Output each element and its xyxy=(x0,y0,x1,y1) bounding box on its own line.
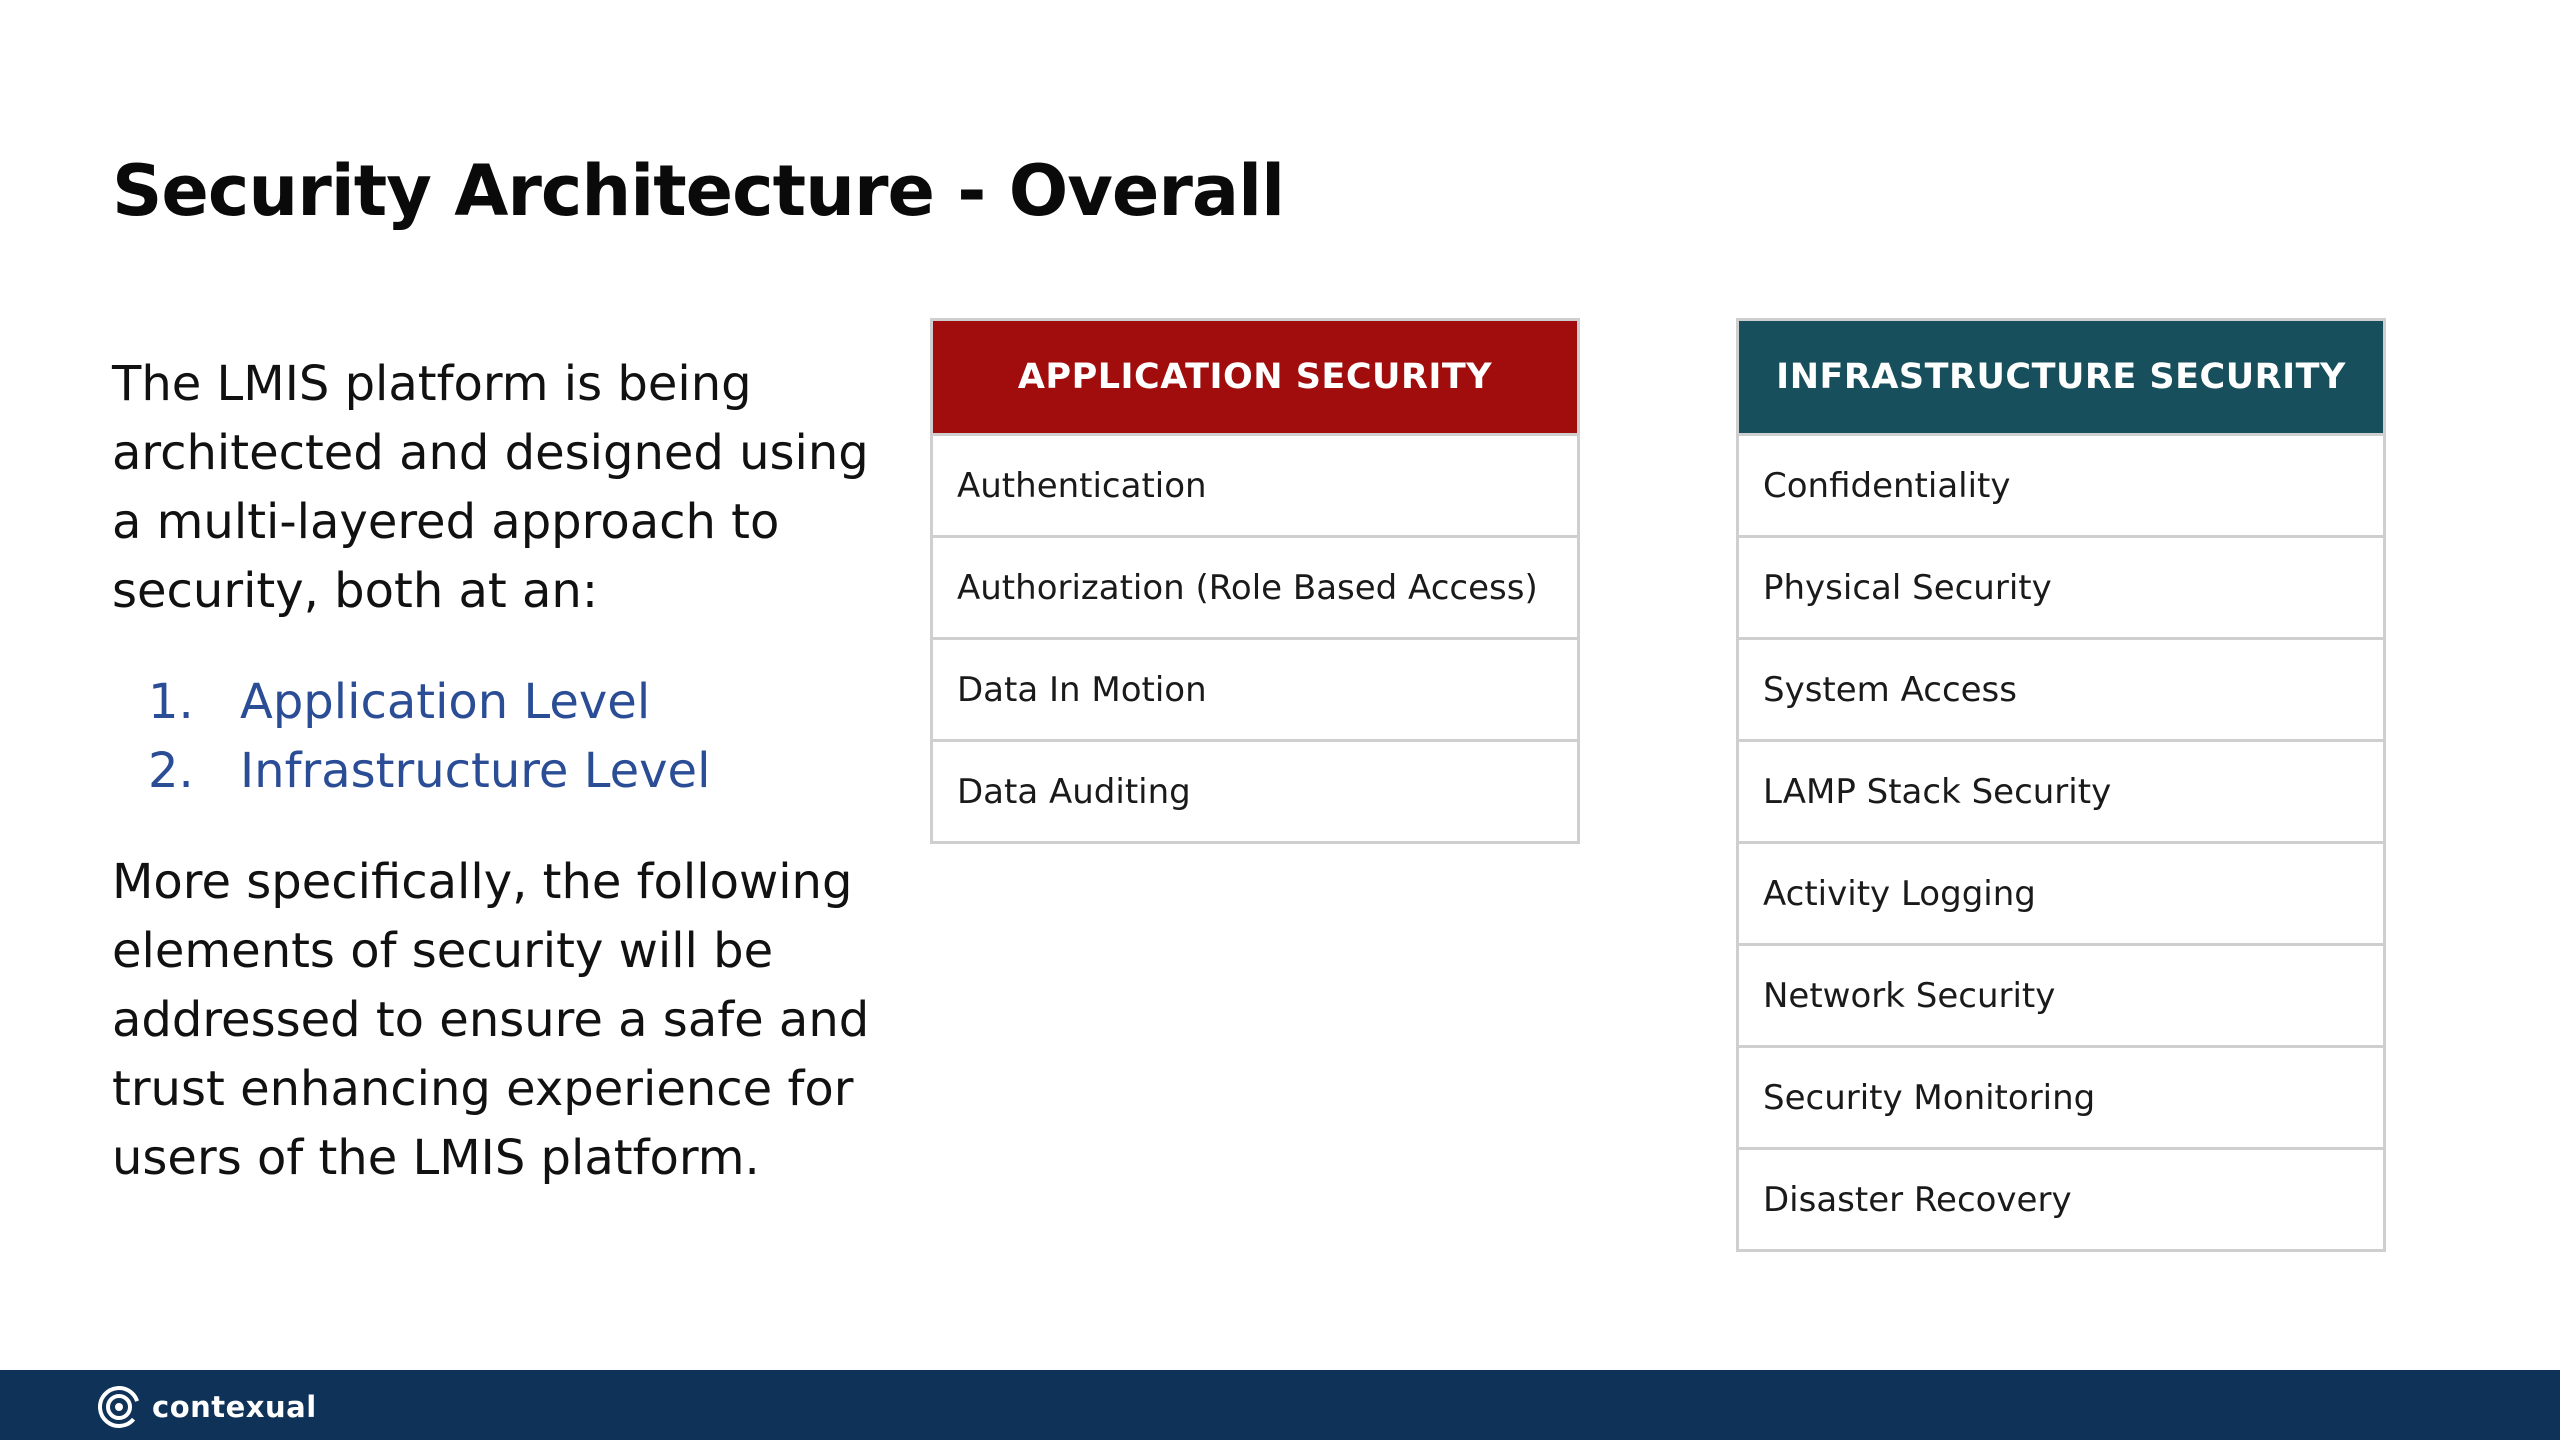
table-row: Disaster Recovery xyxy=(1739,1147,2383,1249)
intro-paragraph: The LMIS platform is being architected and designed using a multi-layered approach to security, both at an: xyxy=(112,356,869,619)
footer-logo xyxy=(96,1384,317,1430)
table-row: Confidentiality xyxy=(1739,433,2383,535)
level-item xyxy=(148,737,710,806)
table-row: Data In Motion xyxy=(933,637,1577,739)
infrastructure-security-table xyxy=(1736,318,2386,1252)
infrastructure-security-header: INFRASTRUCTURE SECURITY xyxy=(1739,321,2383,433)
application-security-header: APPLICATION SECURITY xyxy=(933,321,1577,433)
level-number: 2. xyxy=(148,743,194,799)
table-row: Authorization (Role Based Access) xyxy=(933,535,1577,637)
table-row: System Access xyxy=(1739,637,2383,739)
level-label: Infrastructure Level xyxy=(240,743,711,799)
table-row: Data Auditing xyxy=(933,739,1577,841)
specific-paragraph: More specifically, the following elements of security will be addressed to ensure a safe and trust enhancing experience for users of the LMIS platform. xyxy=(112,854,870,1186)
table-row: Physical Security xyxy=(1739,535,2383,637)
level-label: Application Level xyxy=(240,674,651,730)
application-security-table xyxy=(930,318,1580,844)
table-row: Activity Logging xyxy=(1739,841,2383,943)
contexual-logo-icon xyxy=(96,1384,142,1430)
table-row: Network Security xyxy=(1739,943,2383,1045)
table-row: Authentication xyxy=(933,433,1577,535)
security-levels-list xyxy=(148,668,710,806)
level-number: 1. xyxy=(148,674,194,730)
table-row: Security Monitoring xyxy=(1739,1045,2383,1147)
slide-title: Security Architecture - Overall xyxy=(112,150,1285,232)
footer-bar xyxy=(0,1370,2560,1440)
level-item xyxy=(148,668,710,737)
table-row: LAMP Stack Security xyxy=(1739,739,2383,841)
footer-brand-name: contexual xyxy=(152,1390,317,1424)
